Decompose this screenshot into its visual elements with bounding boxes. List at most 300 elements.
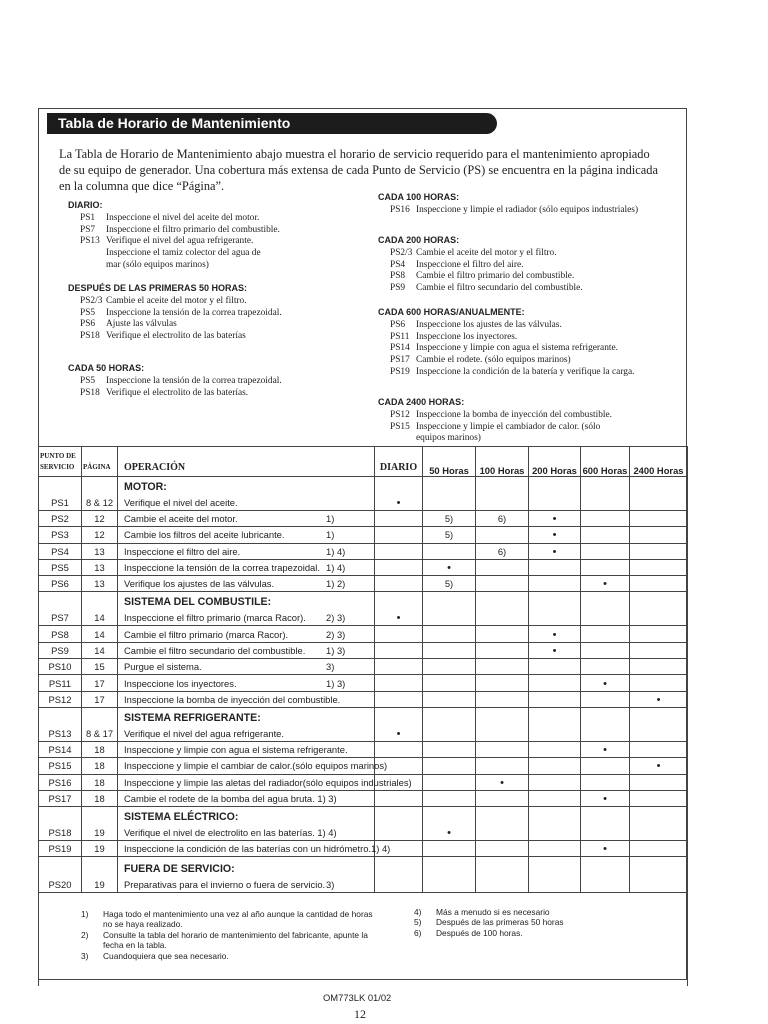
cell-h50: [423, 642, 476, 658]
table-header-row: [39, 447, 688, 477]
cell-h50: [423, 527, 476, 543]
schedule-code: PS16: [390, 204, 410, 215]
cell-h600: [581, 559, 630, 575]
schedule-text: Inspeccione la bomba de inyección del combustible.: [416, 409, 613, 420]
schedule-code: PS15: [390, 421, 410, 432]
footnote-ref: 1) 2): [326, 578, 346, 590]
table-row: [39, 707, 688, 741]
schedule-text: Inspeccione el filtro primario del combustible.: [106, 224, 280, 235]
schedule-text: Inspeccione el filtro del aire.: [416, 259, 524, 270]
cell-diario: [375, 857, 423, 893]
cell-page: 15: [82, 659, 118, 675]
cell-h600: [581, 511, 630, 527]
cell-service-point: PS6: [39, 576, 82, 592]
schedule-mark: •: [552, 513, 557, 526]
schedule-text: Inspeccione la tensión de la correa trapezoidal.: [106, 307, 282, 318]
cell-h600: [581, 527, 630, 543]
cell-page: 18: [82, 774, 118, 790]
cell-h50: [423, 511, 476, 527]
operation-text: Cambie el filtro primario (marca Racor).: [124, 628, 289, 640]
cell-h100: [476, 675, 529, 691]
table-row: [39, 559, 688, 575]
schedule-group: [378, 307, 634, 379]
schedule-mark: •: [656, 693, 661, 706]
header-50-horas: 50 Horas: [423, 447, 476, 477]
cell-h200: [529, 675, 581, 691]
cell-page: 12: [82, 511, 118, 527]
cell-h50: [423, 758, 476, 774]
schedule-code: PS18: [80, 387, 100, 398]
cell-h200: [529, 543, 581, 559]
schedule-mark: •: [603, 677, 607, 690]
operation-text: Purgue el sistema.: [124, 661, 202, 673]
schedule-code: PS11: [390, 331, 410, 342]
cell-page: 14: [82, 642, 118, 658]
schedule-header: CADA 2400 HORAS:: [378, 397, 465, 407]
cell-service-point: PS17: [39, 790, 82, 806]
table-row: [39, 741, 688, 757]
section-title: SISTEMA REFRIGERANTE:: [124, 711, 261, 724]
cell-diario: [375, 511, 423, 527]
cell-h200: [529, 642, 581, 658]
schedule-mark: •: [396, 727, 401, 740]
cell-diario: [375, 592, 423, 626]
cell-diario: [375, 675, 423, 691]
schedule-code: PS6: [80, 319, 96, 330]
cell-h600: [581, 707, 630, 741]
header-600-horas: 600 Horas: [581, 447, 630, 477]
cell-service-point: PS20: [39, 857, 82, 893]
cell-h50: [423, 691, 476, 707]
footnote-text: Cuandoquiera que sea necesario.: [103, 950, 229, 961]
cell-service-point: PS10: [39, 659, 82, 675]
cell-h50: [423, 626, 476, 642]
schedule-text: Inspeccione los ajustes de las válvulas.: [416, 319, 562, 330]
cell-h50: [423, 790, 476, 806]
schedule-code: PS12: [390, 409, 410, 420]
cell-h100: [476, 543, 529, 559]
cell-h2400: [630, 592, 688, 626]
cell-h50: [423, 807, 476, 841]
cell-h600: [581, 576, 630, 592]
cell-h600: [581, 543, 630, 559]
cell-h50: [423, 543, 476, 559]
cell-service-point: PS8: [39, 626, 82, 642]
cell-diario: [375, 477, 423, 511]
cell-h200: [529, 691, 581, 707]
schedule-mark: •: [396, 612, 401, 625]
schedule-text: Cambie el rodete. (sólo equipos marinos): [416, 355, 571, 366]
footnote-ref: 6): [497, 513, 507, 525]
footnote-number: 1): [81, 909, 89, 919]
cell-h600: [581, 857, 630, 893]
schedule-mark: •: [552, 628, 557, 641]
cell-h50: [423, 477, 476, 511]
cell-operation: [118, 626, 375, 642]
schedule-code: PS19: [390, 366, 410, 377]
cell-page: 8 & 12: [82, 477, 118, 511]
schedule-mark: •: [603, 578, 607, 591]
cell-operation: [118, 642, 375, 658]
schedule-header: CADA 200 HORAS:: [378, 235, 460, 245]
cell-h50: [423, 841, 476, 857]
cell-page: 8 & 17: [82, 707, 118, 741]
schedule-text: Verifique el electrolito de las baterías.: [106, 387, 249, 398]
cell-h200: [529, 758, 581, 774]
header-pagina: PÁGINA: [82, 447, 118, 477]
table-row: [39, 511, 688, 527]
cell-service-point: PS11: [39, 675, 82, 691]
cell-h2400: [630, 659, 688, 675]
cell-page: 17: [82, 691, 118, 707]
cell-page: 18: [82, 790, 118, 806]
cell-h200: [529, 807, 581, 841]
schedule-code: PS4: [390, 259, 406, 270]
schedule-group: [378, 235, 583, 295]
cell-h100: [476, 741, 529, 757]
cell-h2400: [630, 741, 688, 757]
schedule-header: CADA 600 HORAS/ANUALMENTE:: [378, 307, 525, 317]
cell-h2400: [630, 543, 688, 559]
cell-service-point: PS19: [39, 841, 82, 857]
cell-operation: [118, 707, 375, 741]
cell-diario: [375, 527, 423, 543]
operation-text: Inspeccione la tensión de la correa trapezoidal.: [124, 562, 320, 574]
footnote-text: Después de 100 horas.: [436, 927, 523, 938]
schedule-mark: •: [447, 827, 451, 840]
cell-page: 19: [82, 807, 118, 841]
table-row: [39, 841, 688, 857]
table-row: [39, 758, 688, 774]
cell-h100: [476, 807, 529, 841]
cell-page: 14: [82, 626, 118, 642]
footnote-ref: 1) 3): [326, 644, 346, 656]
schedule-text: Cambie el filtro secundario del combustible.: [416, 283, 583, 294]
schedule-group: [68, 283, 282, 343]
cell-h100: [476, 626, 529, 642]
cell-h100: [476, 659, 529, 675]
operation-text: Cambie los filtros del aceite lubricante.: [124, 529, 285, 541]
schedule-text: Inspeccione y limpie el cambiador de calor. (sólo equipos marinos): [416, 421, 601, 444]
operation-text: Inspeccione el filtro del aire.: [124, 545, 241, 557]
schedule-mark: •: [396, 497, 401, 509]
cell-h200: [529, 741, 581, 757]
schedule-text: Inspeccione el tamiz colector del agua de mar (sólo equipos marinos): [106, 248, 261, 270]
cell-diario: [375, 543, 423, 559]
cell-service-point: PS16: [39, 774, 82, 790]
document-code: OM773LK 01/02: [323, 992, 392, 1003]
cell-page: 18: [82, 758, 118, 774]
table-row: [39, 543, 688, 559]
schedule-text: Cambie el filtro primario del combustible.: [416, 271, 575, 282]
operation-text: Inspeccione y limpie con agua el sistema refrigerante.: [124, 744, 348, 756]
header-100-horas: 100 Horas: [476, 447, 529, 477]
header-200-horas: 200 Horas: [529, 447, 581, 477]
schedule-text: Inspeccione y limpie el radiador (sólo equipos industriales): [416, 204, 639, 215]
operation-text: Verifique el nivel de electrolito en las baterías. 1) 4): [124, 827, 337, 839]
table-row: [39, 592, 688, 626]
footnote-ref: 2) 3): [326, 628, 346, 640]
cell-h50: [423, 675, 476, 691]
schedule-text: Ajuste las válvulas: [106, 319, 177, 330]
cell-h100: [476, 758, 529, 774]
cell-h100: [476, 707, 529, 741]
section-title: MOTOR:: [124, 481, 167, 493]
table-row: [39, 675, 688, 691]
footnote-number: 6): [414, 927, 422, 938]
cell-h200: [529, 592, 581, 626]
cell-page: 17: [82, 675, 118, 691]
schedule-code: PS14: [390, 343, 410, 354]
cell-operation: [118, 675, 375, 691]
header-punto: PUNTO DE SERVICIO: [39, 447, 82, 477]
cell-h100: [476, 642, 529, 658]
footnotes-right: [414, 907, 654, 938]
cell-h200: [529, 527, 581, 543]
schedule-code: PS8: [390, 271, 406, 282]
cell-operation: [118, 857, 375, 893]
section-title: FUERA DE SERVICIO:: [124, 863, 235, 876]
cell-h600: [581, 675, 630, 691]
cell-h100: [476, 511, 529, 527]
schedule-text: Inspeccione la condición de la batería y verifique la carga.: [416, 366, 635, 377]
cell-service-point: PS15: [39, 758, 82, 774]
cell-operation: [118, 543, 375, 559]
header-diario: DIARIO: [375, 447, 423, 477]
schedule-header: DIARIO:: [68, 200, 103, 210]
cell-service-point: PS14: [39, 741, 82, 757]
cell-h600: [581, 592, 630, 626]
cell-h200: [529, 857, 581, 893]
cell-page: 14: [82, 592, 118, 626]
schedule-code: PS7: [80, 224, 96, 235]
cell-h100: [476, 841, 529, 857]
cell-h200: [529, 774, 581, 790]
cell-h2400: [630, 559, 688, 575]
schedule-header: CADA 100 HORAS:: [378, 192, 460, 202]
table-row: [39, 527, 688, 543]
schedule-header: CADA 50 HORAS:: [68, 363, 145, 373]
cell-h200: [529, 659, 581, 675]
cell-h600: [581, 774, 630, 790]
schedule-group: [68, 363, 282, 399]
cell-h600: [581, 642, 630, 658]
cell-h100: [476, 527, 529, 543]
schedule-code: PS5: [80, 375, 96, 386]
schedule-text: Inspeccione la tensión de la correa trapezoidal.: [106, 375, 282, 386]
cell-operation: [118, 758, 388, 774]
cell-h600: [581, 477, 630, 511]
cell-diario: [375, 707, 423, 741]
cell-h50: [423, 592, 476, 626]
operation-text: Inspeccione la condición de las baterías con un hidrómetro.1) 4): [124, 843, 391, 855]
cell-h2400: [630, 774, 688, 790]
table-row: [39, 659, 688, 675]
schedule-code: PS5: [80, 307, 96, 318]
cell-h2400: [630, 691, 688, 707]
cell-h2400: [630, 642, 688, 658]
cell-service-point: PS12: [39, 691, 82, 707]
cell-h100: [476, 477, 529, 511]
footnote-text: Después de las primeras 50 horas: [436, 917, 564, 928]
schedule-code: PS6: [390, 319, 406, 330]
operation-text: Inspeccione la bomba de inyección del combustible.: [124, 693, 341, 705]
cell-h200: [529, 626, 581, 642]
table-row: [39, 691, 688, 707]
cell-h2400: [630, 758, 688, 774]
cell-h50: [423, 857, 476, 893]
cell-operation: [118, 527, 375, 543]
cell-operation: [118, 576, 375, 592]
header-2400-horas: 2400 Horas: [630, 447, 688, 477]
cell-operation: [118, 841, 391, 857]
footnote-number: 3): [81, 950, 89, 961]
cell-h100: [476, 691, 529, 707]
footnote-text: Más a menudo si es necesario: [436, 907, 550, 917]
cell-h2400: [630, 707, 688, 741]
operation-text: Inspeccione el filtro primario (marca Racor).: [124, 612, 306, 624]
cell-h600: [581, 626, 630, 642]
footnote-number: 2): [81, 929, 89, 940]
operation-text: Cambie el filtro secundario del combustible.: [124, 644, 306, 656]
cell-h200: [529, 477, 581, 511]
cell-h2400: [630, 477, 688, 511]
footnote-ref: 5): [444, 529, 454, 541]
cell-h100: [476, 592, 529, 626]
footnote-ref: 1): [326, 529, 335, 541]
schedule-code: PS9: [390, 283, 406, 294]
table-row: [39, 576, 688, 592]
cell-h50: [423, 741, 476, 757]
cell-page: 19: [82, 857, 118, 893]
cell-service-point: PS2: [39, 511, 82, 527]
cell-h2400: [630, 626, 688, 642]
schedule-mark: •: [552, 644, 557, 657]
footnotes-left: [81, 909, 381, 961]
footnote-ref: 5): [444, 578, 454, 590]
cell-operation: [118, 477, 375, 511]
schedule-code: [68, 248, 106, 272]
footnote-ref: 2) 3): [326, 612, 346, 624]
header-operacion: OPERACIÓN: [118, 447, 375, 477]
operation-text: Inspeccione y limpie el cambiar de calor.(sólo equipos marinos): [124, 760, 388, 772]
schedule-mark: •: [552, 529, 557, 542]
cell-operation: [118, 790, 375, 806]
schedule-text: Cambie el aceite del motor y el filtro.: [106, 295, 247, 306]
schedule-text: Verifique el electrolito de las baterías: [106, 331, 246, 342]
schedule-mark: •: [447, 562, 451, 575]
section-title: SISTEMA ELÉCTRICO:: [124, 811, 239, 824]
cell-h50: [423, 559, 476, 575]
operation-text: Inspeccione los inyectores.: [124, 677, 237, 689]
cell-h2400: [630, 576, 688, 592]
cell-operation: [118, 559, 375, 575]
cell-diario: [375, 741, 423, 757]
cell-h2400: [630, 790, 688, 806]
cell-page: 13: [82, 559, 118, 575]
footnote-ref: 6): [497, 545, 507, 557]
cell-h200: [529, 511, 581, 527]
cell-h2400: [630, 527, 688, 543]
schedule-group: [378, 397, 683, 445]
cell-page: 18: [82, 741, 118, 757]
schedule-text: Verifique el nivel del agua refrigerante.: [106, 236, 254, 247]
schedule-code: PS2/3: [390, 247, 413, 258]
table-row: [39, 807, 688, 841]
operation-text: Preparativas para el invierno o fuera de servicio.: [124, 879, 326, 891]
cell-diario: [375, 691, 423, 707]
cell-diario: [375, 559, 423, 575]
schedule-text: Inspeccione el nivel del aceite del motor.: [106, 212, 260, 223]
table-row: [39, 857, 688, 893]
footnote-ref: 1) 4): [326, 545, 346, 557]
cell-h200: [529, 841, 581, 857]
schedule-header: DESPUÉS DE LAS PRIMERAS 50 HORAS:: [68, 283, 248, 293]
schedule-code: PS13: [80, 236, 100, 247]
cell-h2400: [630, 857, 688, 893]
schedule-code: PS18: [80, 331, 100, 342]
footnote-ref: 3): [326, 661, 335, 673]
cell-h600: [581, 758, 630, 774]
schedule-text: Inspeccione los inyectores.: [416, 331, 518, 342]
operation-text: Cambie el aceite del motor.: [124, 513, 238, 525]
page-title: Tabla de Horario de Mantenimiento: [47, 113, 497, 134]
section-title: SISTEMA DEL COMBUSTILE:: [124, 596, 272, 609]
cell-h50: [423, 774, 476, 790]
operation-text: Cambie el rodete de la bomba del agua bruta. 1) 3): [124, 793, 337, 804]
cell-service-point: PS3: [39, 527, 82, 543]
cell-service-point: PS5: [39, 559, 82, 575]
cell-service-point: PS7: [39, 592, 82, 626]
cell-operation: [118, 659, 375, 675]
cell-operation: [118, 774, 412, 790]
table-row: [39, 774, 688, 790]
cell-operation: [118, 511, 375, 527]
cell-page: 13: [82, 543, 118, 559]
cell-h100: [476, 576, 529, 592]
cell-operation: [118, 807, 375, 841]
cell-h100: [476, 790, 529, 806]
schedule-group: [378, 192, 638, 217]
schedule-code: PS1: [80, 212, 96, 223]
cell-page: 12: [82, 527, 118, 543]
operation-text: Verifique el nivel del aceite.: [124, 497, 238, 508]
cell-h100: [476, 857, 529, 893]
footnote-ref: 3): [326, 879, 335, 891]
cell-diario: [375, 807, 423, 841]
schedule-code: PS17: [390, 355, 410, 366]
cell-h200: [529, 707, 581, 741]
table-row: [39, 477, 688, 511]
cell-diario: [375, 626, 423, 642]
cell-h2400: [630, 807, 688, 841]
cell-h50: [423, 659, 476, 675]
cell-h600: [581, 691, 630, 707]
cell-operation: [118, 592, 375, 626]
schedule-text: Cambie el aceite del motor y el filtro.: [416, 247, 557, 258]
cell-diario: [375, 642, 423, 658]
maintenance-table: [38, 446, 688, 986]
schedule-mark: •: [552, 545, 557, 558]
schedule-group: [68, 200, 353, 272]
table-row: [39, 790, 688, 806]
cell-service-point: PS1: [39, 477, 82, 511]
schedule-mark: •: [656, 760, 661, 773]
cell-diario: [375, 659, 423, 675]
footnote-ref: 1) 4): [326, 562, 346, 574]
schedule-mark: •: [603, 843, 607, 856]
operation-text: Verifique los ajustes de las válvulas.: [124, 578, 275, 590]
